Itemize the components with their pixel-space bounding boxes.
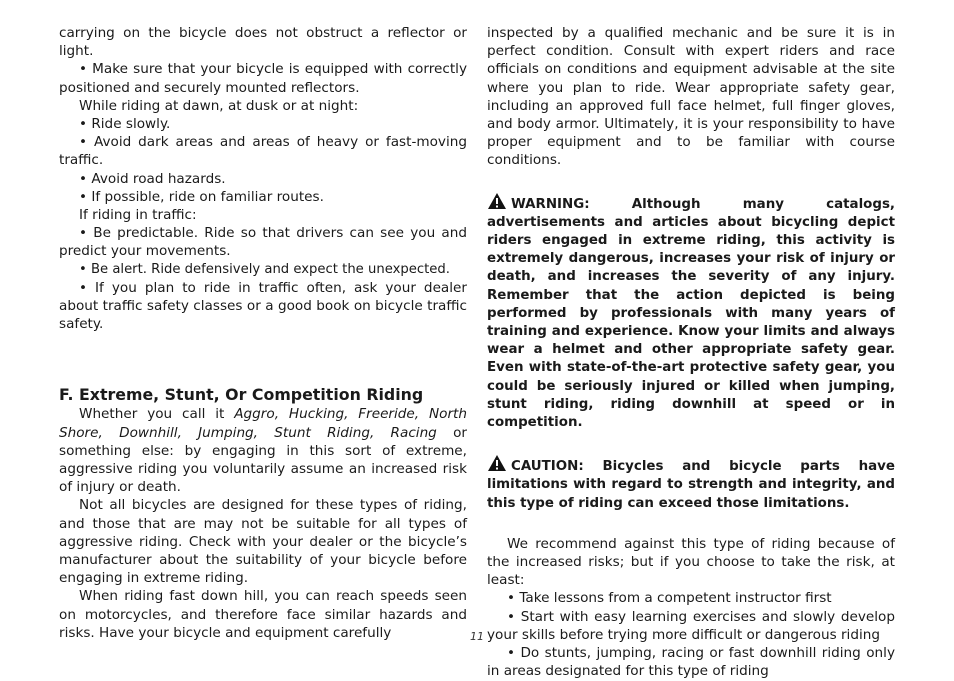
- text-run: or something else: by engaging in this sort of extreme, aggressive riding you voluntarily assume an increased risk of injury or death.: [59, 424, 467, 496]
- warning-text: WARNING: Although many catalogs, advertisements and articles about bicycling depict riders engaged in extreme riding, this activity is extremely dangerous, increases your risk of injury or death, and increases the severity of any injury. Remember that the action depicted is being performed by professionals with many years of training and experience. Know your limits and always wear a helmet and other appropriate safety gear. Even with state-of-the-art protective safety gear, you could be seriously injured or killed when jumping, stunt riding, riding downhill at speed or in competition.: [487, 196, 895, 431]
- subheading-text: While riding at dawn, at dusk or at night:: [79, 97, 359, 114]
- bullet-item: • Make sure that your bicycle is equipped with correctly positioned and securely mounted reflectors.: [59, 61, 467, 96]
- bullet-item: • Be alert. Ride defensively and expect the unexpected.: [79, 261, 450, 277]
- text-run: Whether you call it: [79, 406, 235, 423]
- bullet-item: • Ride slowly.: [79, 116, 171, 133]
- spacer: [487, 170, 895, 192]
- left-column: [59, 24, 467, 642]
- bullet-item: • If you plan to ride in traffic often, ask your dealer about traffic safety classes or a good book on bicycle traffic safety.: [59, 279, 467, 333]
- warning-icon: [487, 192, 507, 210]
- paragraph: inspected by a qualified mechanic and be sure it is in perfect condition. Consult with expert riders and race officials on conditions and equipment advisable at the site where you plan to ride. Wear appropriate safety gear, including an approved full face helmet, full finger gloves, and body armor. Ultimately, it is your responsibility to have proper equipment and to be familiar with course conditions.: [487, 25, 895, 169]
- spacer: [487, 432, 895, 454]
- paragraph: Not all bicycles are designed for these types of riding, and those that are may not be suitable for all types of aggressive riding. Check with your dealer or the bicycle’s manufacturer about the suitability of your bicycle before engaging in extreme riding.: [59, 497, 467, 587]
- page-number: 11: [470, 630, 484, 643]
- bullet-item: • Take lessons from a competent instructor first: [507, 590, 832, 607]
- spacer: [487, 513, 895, 535]
- spacer: [59, 333, 467, 385]
- italic-terms: Aggro, Hucking, Freeride, North Shore, Downhill, Jumping, Stunt Riding, Racing: [59, 406, 468, 441]
- right-column: [487, 24, 895, 681]
- bullet-item: • Start with easy learning exercises and slowly develop your skills before trying more difficult or dangerous riding: [487, 608, 895, 643]
- bullet-item: • Be predictable. Ride so that drivers can see you and predict your movements.: [59, 225, 467, 260]
- caution-block: [487, 454, 895, 513]
- paragraph: carrying on the bicycle does not obstruct a reflector or light.: [59, 25, 467, 60]
- bullet-item: • If possible, ride on familiar routes.: [79, 188, 324, 205]
- warning-block: [487, 192, 895, 433]
- bullet-item: • Avoid road hazards.: [79, 170, 226, 187]
- caution-text: CAUTION: Bicycles and bicycle parts have limitations with regard to strength and integrity, and this type of riding can exceed those limitations.: [487, 459, 895, 511]
- paragraph: [59, 405, 467, 496]
- section-heading: F. Extreme, Stunt, Or Competition Riding: [59, 385, 424, 405]
- bullet-item: • Do stunts, jumping, racing or fast downhill riding only in areas designated for this type of riding: [487, 645, 895, 680]
- bullet-item: • Avoid dark areas and areas of heavy or fast-moving traffic.: [59, 134, 467, 169]
- paragraph: When riding fast down hill, you can reach speeds seen on motorcycles, and therefore face similar hazards and risks. Have your bicycle and equipment carefully: [59, 588, 467, 641]
- caution-icon: [487, 454, 507, 472]
- subheading-text: If riding in traffic:: [79, 207, 197, 224]
- paragraph: We recommend against this type of riding because of the increased risks; but if you choose to take the risk, at least:: [487, 535, 895, 589]
